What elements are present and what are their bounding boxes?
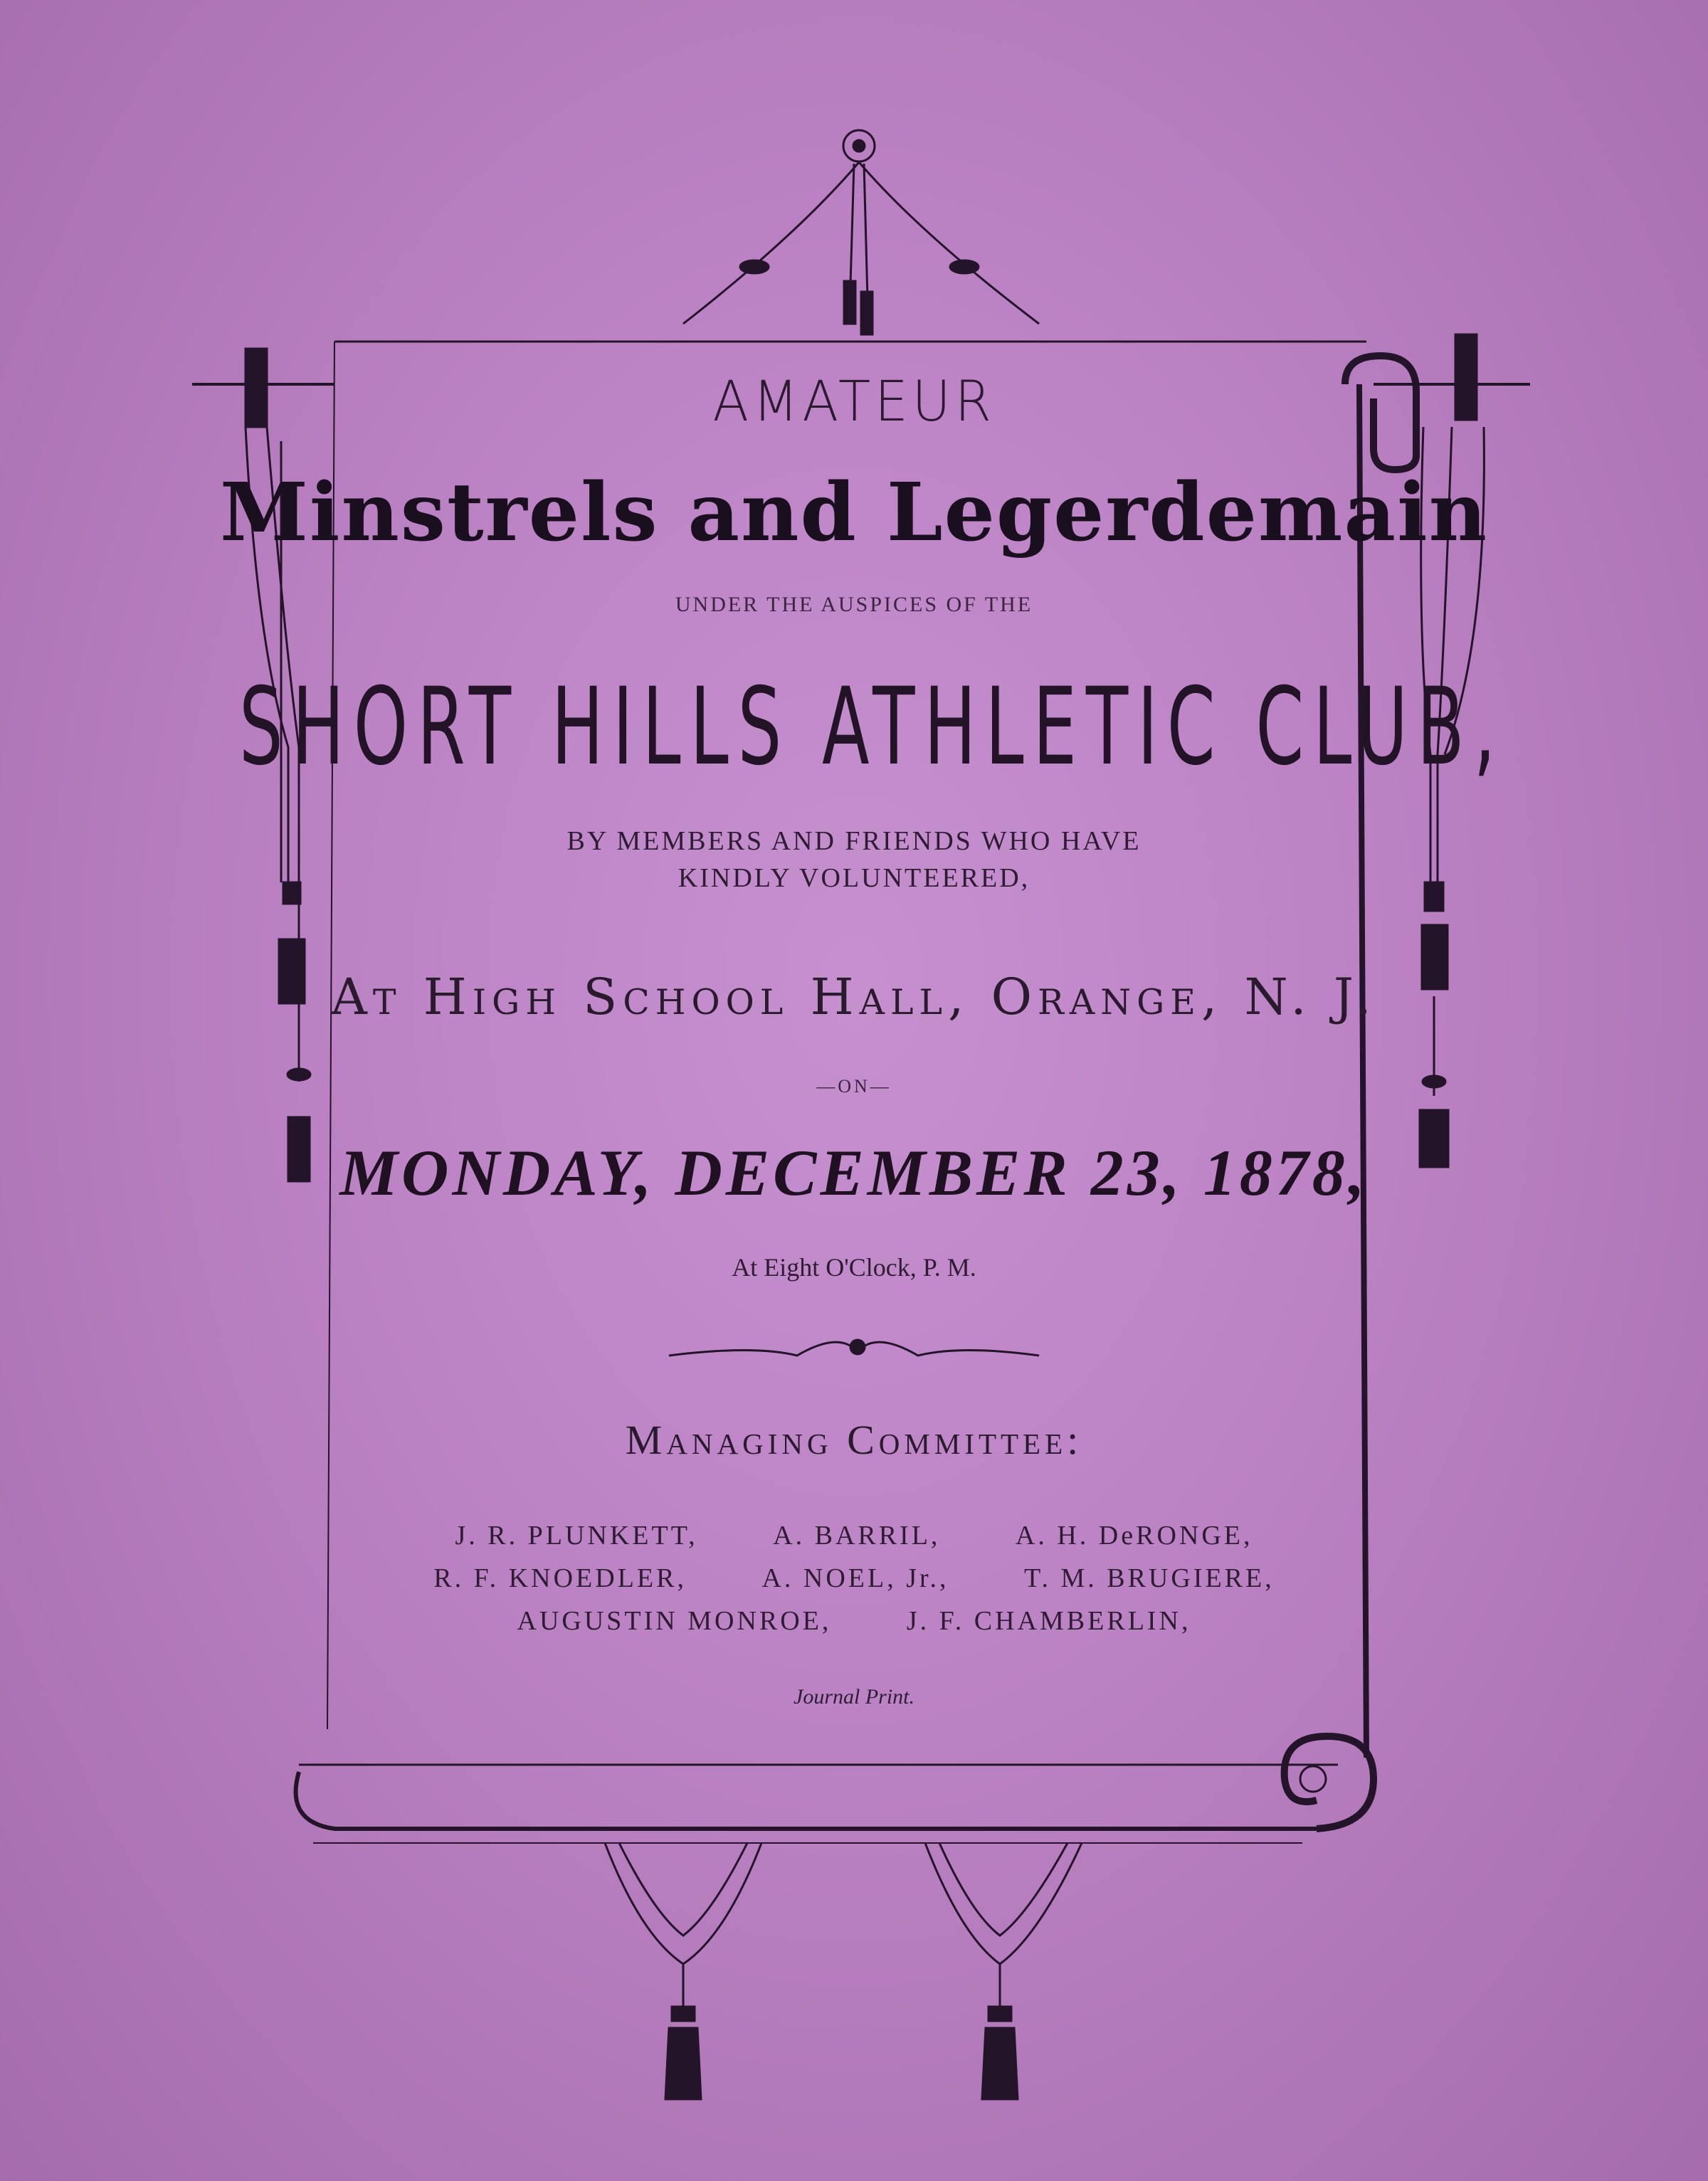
committee-member: T. M. BRUGIERE,: [1024, 1563, 1275, 1593]
committee-row: [0, 1600, 1708, 1642]
event-date: MONDAY, DECEMBER 23, 1878,: [339, 1136, 1369, 1209]
club-name: SHORT HILLS ATHLETIC CLUB,: [238, 665, 1505, 789]
committee-member: A. NOEL, Jr.,: [761, 1563, 949, 1593]
committee-member: A. BARRIL,: [773, 1521, 941, 1551]
committee-member: AUGUSTIN MONROE,: [517, 1606, 832, 1636]
committee-list: [0, 1514, 1708, 1642]
committee-title: Managing Committee:: [625, 1417, 1083, 1463]
committee-member: A. H. DeRONGE,: [1015, 1521, 1253, 1551]
auspices-line: UNDER THE AUSPICES OF THE: [675, 593, 1033, 616]
byline-2: KINDLY VOLUNTEERED,: [678, 863, 1030, 893]
committee-member: J. R. PLUNKETT,: [455, 1521, 698, 1551]
byline-1: BY MEMBERS AND FRIENDS WHO HAVE: [566, 826, 1142, 856]
on-label: —ON—: [816, 1076, 892, 1097]
heading-amateur: AMATEUR: [712, 370, 996, 434]
committee-row: [0, 1557, 1708, 1600]
printer-credit: Journal Print.: [794, 1685, 914, 1709]
venue: At High School Hall, Orange, N. J.: [331, 968, 1377, 1026]
committee-member: R. F. KNOEDLER,: [433, 1563, 687, 1593]
committee-row: [0, 1514, 1708, 1557]
heading-minstrels: Minstrels and Legerdemain: [219, 466, 1489, 559]
event-time: At Eight O'Clock, P. M.: [732, 1253, 976, 1282]
committee-member: J. F. CHAMBERLIN,: [906, 1606, 1191, 1636]
